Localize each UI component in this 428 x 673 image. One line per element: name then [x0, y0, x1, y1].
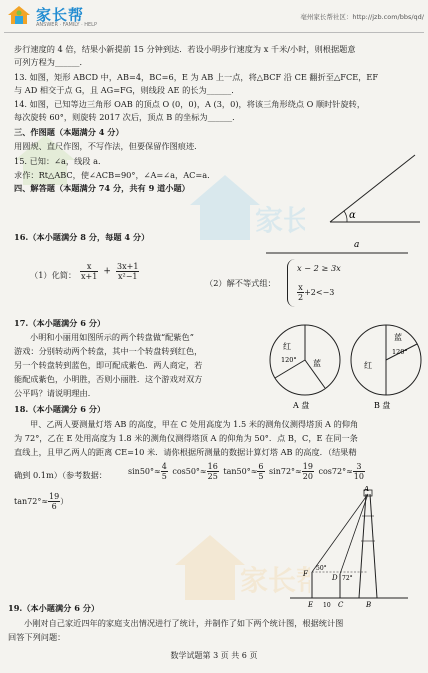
point-C: C: [338, 601, 344, 609]
q18-text: 为 72°，乙在 E 处用高度为 1.8 米的测角仪测得塔顶 A 的仰角为 50°．点 B，C，E 在同一条: [14, 433, 358, 443]
question-15-task: 求作：Rt△ABC，使∠ACB=90°，∠A=∠a，AC=a．: [14, 170, 216, 180]
text-line: 可列方程为______．: [14, 57, 88, 67]
question-15: 15. 已知：∠a，线段 a．: [14, 156, 107, 166]
text-line: 步行速度的 4 倍，结果小新提前 15 分钟到达．若设小明步行速度为 x 千米/小时，则根据题意: [14, 44, 356, 54]
spinner-a: [267, 322, 347, 410]
trig-reference-values: sin50°≈ $\frac{4}{5}$ cos50°≈ $\frac{16}{25}$ tan50°≈ $\frac{6}{5}$ sin72°≈ $\frac{19}{20}$ cos72°≈ $\frac{3}{10}$: [128, 462, 364, 481]
point-E: E: [308, 601, 314, 609]
spinner-a-blue: 蓝: [313, 359, 321, 368]
point-A: A: [364, 486, 370, 493]
q19-text: 回答下列问题：: [8, 632, 66, 642]
trig-reference-tan72: tan72°≈ $\frac{19}{6}$ ）: [14, 492, 69, 511]
q17-text: 小明和小丽用如图所示的两个转盘做“配紫色”: [30, 332, 194, 342]
watermark-logo: [170, 530, 310, 624]
spinner-b-blue: 蓝: [394, 333, 402, 342]
alpha-label: α: [349, 210, 356, 221]
svg-text:家长帮: 家长: [240, 564, 297, 597]
site-address[interactable]: 亳州家长帮社区：http://jzb.com/bbs/qd/: [300, 13, 424, 21]
q16-part2-label: （2）解不等式组：: [205, 278, 276, 288]
spinner-b-angle: 120°: [392, 348, 408, 356]
point-B: B: [366, 601, 372, 609]
brand-subtitle: ANSWER · FAMILY · HELP: [36, 22, 97, 28]
question-13-cont: 与 AD 相交于点 G，且 AG=FG，则线段 AE 的长为______．: [14, 85, 240, 95]
section-4-heading: 四、解答题（本题满分 74 分，共有 9 道小题）: [14, 183, 190, 193]
inequality-1: x − 2 ≥ 3x: [297, 263, 341, 273]
segment-a-label: a: [354, 240, 360, 250]
q18-text: 甲、乙两人要测量灯塔 AB 的高度，甲在 C 处用高度为 1.5 米的测角仪测得塔顶 A 的仰角: [30, 419, 359, 429]
page-footer: 数学试题第 3 页 共 6 页: [170, 651, 258, 660]
spinner-b-label: B 盘: [374, 401, 391, 410]
question-14: 14. 如图，已知等边三角形 OAB 的顶点 O (0，0)，A (3，0)，将该三角形绕点 O 顺时针旋转，: [14, 99, 366, 109]
section-3-heading: 三、作图题（本题满分 4 分）: [14, 127, 124, 137]
lighthouse-figure: [290, 486, 410, 611]
spinner-b: [348, 322, 428, 410]
question-13: 13. 如图，矩形 ABCD 中，AB=4，BC=6，E 为 AB 上一点，将△BCF 沿 CE 翻折至△FCE，EF: [14, 72, 379, 82]
segment-a-figure: [262, 238, 412, 260]
spinner-a-label: A 盘: [293, 401, 310, 410]
question-19: 19.（本小题满分 6 分）: [8, 603, 100, 613]
q17-text: 游戏：分别转动两个转盘，其中一个转盘转到红色，: [14, 346, 203, 356]
question-17: 17.（本小题满分 6 分）: [14, 318, 106, 328]
q18-text: 直线上，且甲乙两人的距离 CE=10 米．请你根据所测量的数据计算灯塔 AB 的高度．（结果精: [14, 447, 357, 457]
spinner-b-red: 红: [364, 361, 372, 370]
question-14-cont: 每次旋转 60°，则旋转 2017 次后，顶点 B 的坐标为______．: [14, 112, 241, 122]
question-18: 18.（本小题满分 6 分）: [14, 404, 106, 414]
spinner-a-red: 红: [283, 342, 291, 351]
q16-part1-label: （1）化简：: [30, 270, 77, 280]
header-divider: [4, 32, 424, 33]
q16-expression: $\frac{x}{x+1}$ + $\frac{3x+1}{\text{x²−1}}$: [81, 262, 139, 281]
question-16: 16.（本小题满分 8 分，每题 4 分）: [14, 232, 150, 242]
point-D: D: [332, 574, 338, 582]
angle-alpha-figure: [325, 150, 425, 230]
q17-text: 另一个转盘转到蓝色，即可配成紫色．两人商定，若: [14, 360, 203, 370]
distance-10: 10: [323, 602, 331, 609]
point-F: F: [303, 570, 308, 578]
angle-50: 50°: [316, 565, 327, 572]
spinner-a-angle: 120°: [281, 356, 297, 364]
brand-logo-icon: [6, 4, 32, 26]
brand-name: 家长帮: [36, 6, 85, 24]
section-3-note: 用圆规、直尺作图，不写作法，但要保留作图痕迹．: [14, 141, 203, 151]
angle-72: 72°: [342, 575, 353, 582]
q19-text: 小刚对自己家近四年的家庭支出情况进行了统计，并制作了如下两个统计图，根据统计图: [24, 618, 344, 628]
inequality-2: $\frac{x}{2}$ +2<−3: [298, 283, 335, 302]
svg-text:家长帮: 家长: [255, 204, 305, 237]
q18-reference-intro: 确到 0.1m）（参考数据：: [14, 470, 107, 480]
q17-text: 公平吗？请说明理由．: [14, 388, 96, 398]
q17-text: 能配成紫色，小明胜，否则小丽胜．这个游戏对双方: [14, 374, 203, 384]
